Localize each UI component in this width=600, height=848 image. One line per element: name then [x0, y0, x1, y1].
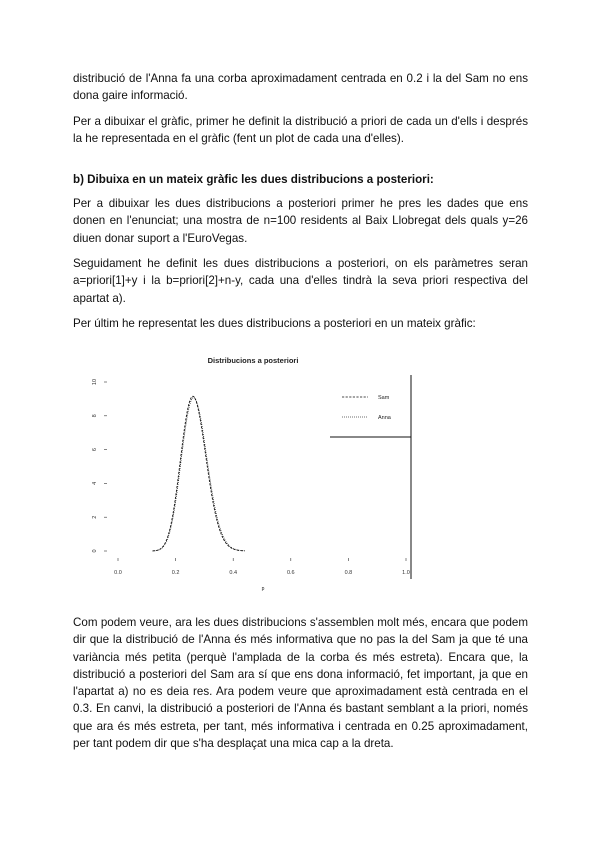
y-tick-label: 6: [92, 448, 98, 452]
x-tick-label: 0.8: [344, 570, 353, 576]
y-tick-label: 10: [92, 378, 98, 386]
paragraph-intro-end: distribució de l'Anna fa una corba aproximadament centrada en 0.2 i la del Sam no ens dona gaire informació.: [73, 72, 528, 103]
x-tick-label: 0.4: [229, 570, 238, 576]
x-tick-label: 1.0: [402, 570, 410, 576]
paragraph-conclusion: Com podem veure, ara les dues distribucions s'assemblen molt més, encara que podem dir que la distribució de l'Anna és més informativa que no pas la del Sam ja que té una variància més petita (perquè l'amplada de la corba és més estreta). Encara que, la distribució a posteriori del Sam ara sí que ens dona informació, fet important, ja que en l'apartat a) no es deia res. Ara podem veure que aproximadament està centrada en el 0.3. En canvi, la distribució a posteriori de l'Anna és bastant semblant a la priori, només que ara és més estreta, per tant, més informativa i centrada en 0.25 aproximadament, per tant podem dir que s'ha desplaçat una mica cap a la dreta.: [73, 616, 528, 751]
x-axis-label: p: [261, 586, 265, 592]
series-line-sam: [153, 396, 245, 551]
paragraph-plot-priors: Per a dibuixar el gràfic, primer he definit la distribució a priori de cada un d'ells i després la he representada en el gràfic (fent un plot de cada una d'elles).: [73, 115, 528, 146]
paragraph-data: Per a dibuixar les dues distribucions a posteriori primer he pres les dades que ens donen en l'enunciat; una mostra de n=100 residents al Baix Llobregat dels quals y=26 diuen donar suport a l'EuroVegas.: [73, 197, 528, 245]
paragraph-posterior-params: Seguidament he definit les dues distribucions a posteriori, on els paràmetres seran a=priori[1]+y i la b=priori[2]+n-y, cada una d'elles tindrà la seva priori respectiva del apartat a).: [73, 257, 528, 305]
chart-title: Distribucions a posteriori: [207, 356, 299, 365]
x-tick-label: 0.2: [171, 570, 180, 576]
y-tick-label: 4: [92, 481, 98, 485]
legend-label-anna: Anna: [378, 415, 391, 421]
y-tick-label: 2: [92, 515, 98, 519]
legend-label-sam: Sam: [378, 395, 390, 401]
paragraph-plot-posteriors: Per últim he representat les dues distribucions a posteriori en un mateix gràfic:: [73, 317, 476, 330]
series-line-anna: [153, 398, 245, 551]
posterior-chart: [80, 350, 440, 600]
x-tick-label: 0.0: [114, 570, 122, 576]
section-heading-b: b) Dibuixa en un mateix gràfic les dues distribucions a posteriori:: [73, 173, 434, 186]
x-tick-label: 0.6: [286, 570, 295, 576]
y-tick-label: 0: [92, 549, 98, 553]
y-tick-label: 8: [92, 414, 98, 418]
